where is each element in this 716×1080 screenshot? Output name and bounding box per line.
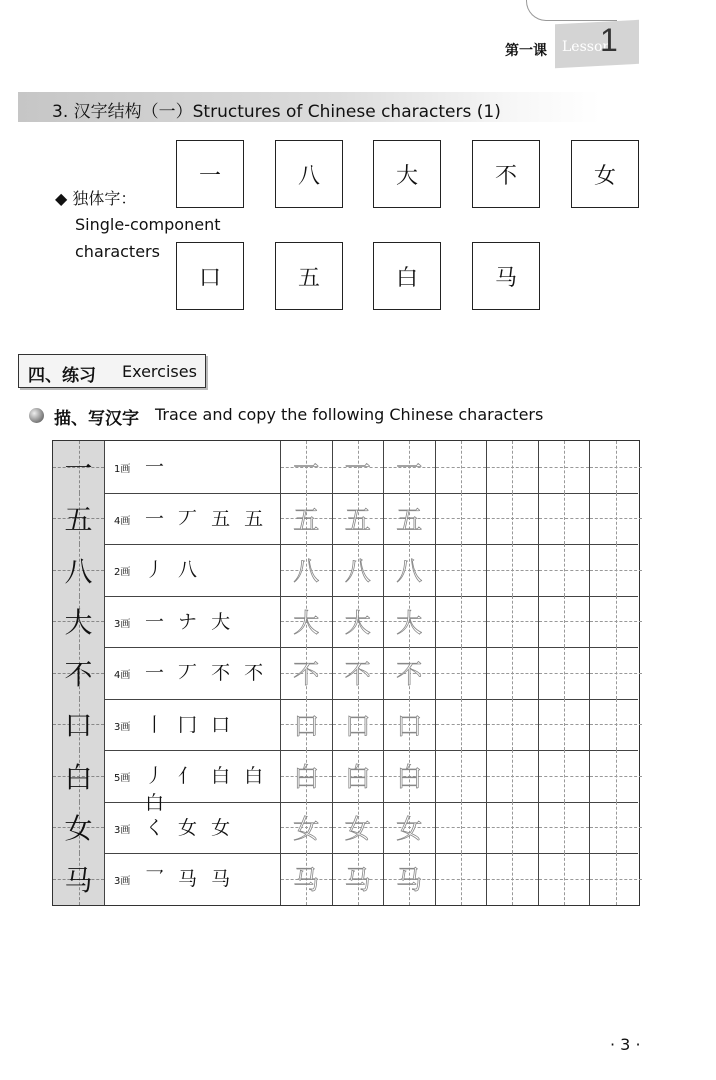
trace-char: 口 <box>293 711 320 742</box>
lesson-number: 1 <box>600 22 618 58</box>
trace-cell[interactable] <box>333 596 385 648</box>
stroke-count: 3画 <box>114 721 131 733</box>
char-box: 五 <box>275 242 343 310</box>
trace-char: 不 <box>293 660 320 691</box>
trace-char: 一 <box>293 454 320 485</box>
practice-cell[interactable] <box>590 647 642 699</box>
trace-char: 女 <box>396 814 423 845</box>
model-char-cell <box>53 647 105 699</box>
page-number: · 3 · <box>610 1035 641 1054</box>
trace-cell[interactable] <box>333 544 385 596</box>
trace-cell[interactable] <box>333 699 385 751</box>
trace-instruction-cn: 描、写汉字 <box>54 409 139 429</box>
stroke-order: く 女 女 <box>145 816 235 839</box>
practice-cell[interactable] <box>590 441 642 493</box>
model-char: 口 <box>64 709 93 743</box>
lesson-title-en: Lesson <box>562 39 612 55</box>
trace-char: 不 <box>396 660 423 691</box>
trace-cell[interactable] <box>281 441 333 493</box>
char-box: 八 <box>275 140 343 208</box>
section-title: 3. 汉字结构（一）Structures of Chinese characters (1) <box>52 102 501 122</box>
stroke-order: 乛 马 马 <box>145 868 235 890</box>
exercises-title-cn: 四、练习 <box>28 366 96 386</box>
exercises-title-en: Exercises <box>122 362 197 381</box>
trace-cell[interactable] <box>281 596 333 648</box>
table-row <box>53 853 638 905</box>
table-row <box>53 596 638 649</box>
stroke-count: 3画 <box>114 876 131 887</box>
stroke-count: 3画 <box>114 618 131 630</box>
char-box: 女 <box>571 140 639 208</box>
stroke-info-cell <box>105 750 281 814</box>
model-char: 马 <box>64 863 93 897</box>
trace-char: 马 <box>344 866 371 897</box>
trace-cell[interactable] <box>384 493 436 545</box>
char-box: 大 <box>373 140 441 208</box>
practice-cell[interactable] <box>539 596 591 648</box>
table-row <box>53 699 638 752</box>
practice-cell[interactable] <box>590 493 642 545</box>
char-box: 马 <box>472 242 540 310</box>
practice-cell[interactable] <box>590 853 642 905</box>
trace-char: 八 <box>344 557 371 588</box>
practice-cell[interactable] <box>539 802 591 854</box>
stroke-info-cell <box>105 853 281 905</box>
model-char: 五 <box>64 503 93 537</box>
table-row <box>53 544 638 597</box>
trace-cell[interactable] <box>281 493 333 545</box>
model-char-cell <box>53 441 105 493</box>
trace-cell[interactable] <box>333 853 385 905</box>
practice-cell[interactable] <box>436 647 488 699</box>
practice-cell[interactable] <box>487 596 539 648</box>
stroke-info-cell <box>105 441 281 493</box>
stroke-count: 2画 <box>114 567 131 578</box>
trace-instruction-en: Trace and copy the following Chinese characters <box>155 405 544 424</box>
practice-cell[interactable] <box>590 802 642 854</box>
single-component-label-en: Single-component <box>75 215 221 234</box>
trace-cell[interactable] <box>333 802 385 854</box>
trace-char: 八 <box>293 557 320 588</box>
stroke-count: 4画 <box>114 515 131 527</box>
trace-cell[interactable] <box>333 493 385 545</box>
stroke-order: 丨 冂 口 <box>145 713 235 736</box>
stroke-count: 5画 <box>114 773 131 784</box>
char-box: 一 <box>176 140 244 208</box>
trace-cell[interactable] <box>384 441 436 493</box>
table-row <box>53 750 638 814</box>
trace-cell[interactable] <box>281 802 333 854</box>
trace-char: 口 <box>344 711 371 742</box>
trace-cell[interactable] <box>384 596 436 648</box>
model-char-cell <box>53 493 105 545</box>
stroke-order: 丿 八 <box>145 559 202 581</box>
trace-cell[interactable] <box>384 647 436 699</box>
stroke-info-cell <box>105 647 281 699</box>
trace-cell[interactable] <box>384 750 436 802</box>
stroke-info-cell <box>105 544 281 596</box>
trace-char: 口 <box>396 711 423 742</box>
bullet-icon <box>29 408 44 423</box>
trace-char: 马 <box>396 866 423 897</box>
trace-char: 大 <box>396 608 423 639</box>
trace-cell[interactable] <box>281 750 333 802</box>
trace-char: 一 <box>344 454 371 485</box>
stroke-info-cell <box>105 699 281 751</box>
practice-cell[interactable] <box>487 750 539 802</box>
practice-cell[interactable] <box>487 802 539 854</box>
model-char-cell <box>53 750 105 802</box>
stroke-info-cell <box>105 596 281 648</box>
practice-cell[interactable] <box>539 493 591 545</box>
trace-cell[interactable] <box>281 647 333 699</box>
stroke-count: 4画 <box>114 670 131 681</box>
trace-cell[interactable] <box>281 544 333 596</box>
single-component-label-en-2: characters <box>75 242 160 261</box>
stroke-order: 一 丆 不 不 <box>145 662 268 684</box>
lesson-title-cn: 第一课 <box>505 43 547 59</box>
trace-cell[interactable] <box>384 853 436 905</box>
trace-char: 大 <box>293 608 320 639</box>
model-char-cell <box>53 853 105 905</box>
practice-table <box>52 440 640 906</box>
practice-cell[interactable] <box>436 441 488 493</box>
model-char: 不 <box>64 657 93 691</box>
single-component-label: ◆ 独体字： <box>55 189 137 208</box>
trace-char: 女 <box>344 814 371 845</box>
practice-cell[interactable] <box>436 699 488 751</box>
model-char: 白 <box>64 760 93 794</box>
stroke-info-cell <box>105 493 281 545</box>
practice-cell[interactable] <box>539 750 591 802</box>
trace-char: 一 <box>396 454 423 485</box>
stroke-order: 丿 亻 白 白 白 <box>145 765 268 814</box>
trace-cell[interactable] <box>281 853 333 905</box>
practice-cell[interactable] <box>590 544 642 596</box>
char-box: 口 <box>176 242 244 310</box>
practice-cell[interactable] <box>487 853 539 905</box>
trace-char: 白 <box>344 763 371 794</box>
stroke-order: 一 ナ 大 <box>145 610 235 633</box>
practice-cell[interactable] <box>539 441 591 493</box>
practice-cell[interactable] <box>539 853 591 905</box>
stroke-order: 一 丆 五 五 <box>145 507 268 530</box>
model-char: 女 <box>64 812 93 846</box>
practice-cell[interactable] <box>436 596 488 648</box>
trace-char: 白 <box>293 763 320 794</box>
trace-char: 不 <box>344 660 371 691</box>
trace-cell[interactable] <box>333 647 385 699</box>
table-row <box>53 647 638 700</box>
practice-cell[interactable] <box>539 647 591 699</box>
model-char: 大 <box>64 606 93 640</box>
practice-cell[interactable] <box>436 493 488 545</box>
practice-cell[interactable] <box>590 750 642 802</box>
trace-char: 白 <box>396 763 423 794</box>
trace-char: 女 <box>293 814 320 845</box>
model-char: 一 <box>64 451 93 485</box>
practice-cell[interactable] <box>487 699 539 751</box>
table-row <box>53 802 638 855</box>
model-char: 八 <box>64 554 93 588</box>
model-char-cell <box>53 544 105 596</box>
trace-cell[interactable] <box>384 802 436 854</box>
practice-cell[interactable] <box>436 544 488 596</box>
practice-cell[interactable] <box>539 699 591 751</box>
trace-char: 五 <box>344 505 371 536</box>
header-decoration <box>526 0 617 21</box>
stroke-count: 1画 <box>114 464 131 475</box>
practice-cell[interactable] <box>590 596 642 648</box>
trace-cell[interactable] <box>281 699 333 751</box>
trace-cell[interactable] <box>384 699 436 751</box>
model-char-cell <box>53 802 105 854</box>
trace-char: 八 <box>396 557 423 588</box>
table-row <box>53 441 638 494</box>
practice-cell[interactable] <box>436 750 488 802</box>
practice-cell[interactable] <box>487 544 539 596</box>
practice-cell[interactable] <box>436 853 488 905</box>
stroke-order: 一 <box>145 456 169 478</box>
model-char-cell <box>53 699 105 751</box>
trace-char: 马 <box>293 866 320 897</box>
trace-char: 五 <box>396 505 423 536</box>
trace-cell[interactable] <box>333 750 385 802</box>
table-row <box>53 493 638 546</box>
practice-cell[interactable] <box>487 493 539 545</box>
stroke-count: 3画 <box>114 824 131 836</box>
practice-cell[interactable] <box>436 802 488 854</box>
char-box: 不 <box>472 140 540 208</box>
trace-cell[interactable] <box>384 544 436 596</box>
trace-cell[interactable] <box>333 441 385 493</box>
trace-char: 五 <box>293 505 320 536</box>
char-box: 白 <box>373 242 441 310</box>
trace-char: 大 <box>344 608 371 639</box>
stroke-info-cell <box>105 802 281 854</box>
practice-cell[interactable] <box>487 441 539 493</box>
practice-cell[interactable] <box>539 544 591 596</box>
practice-cell[interactable] <box>487 647 539 699</box>
practice-cell[interactable] <box>590 699 642 751</box>
model-char-cell <box>53 596 105 648</box>
